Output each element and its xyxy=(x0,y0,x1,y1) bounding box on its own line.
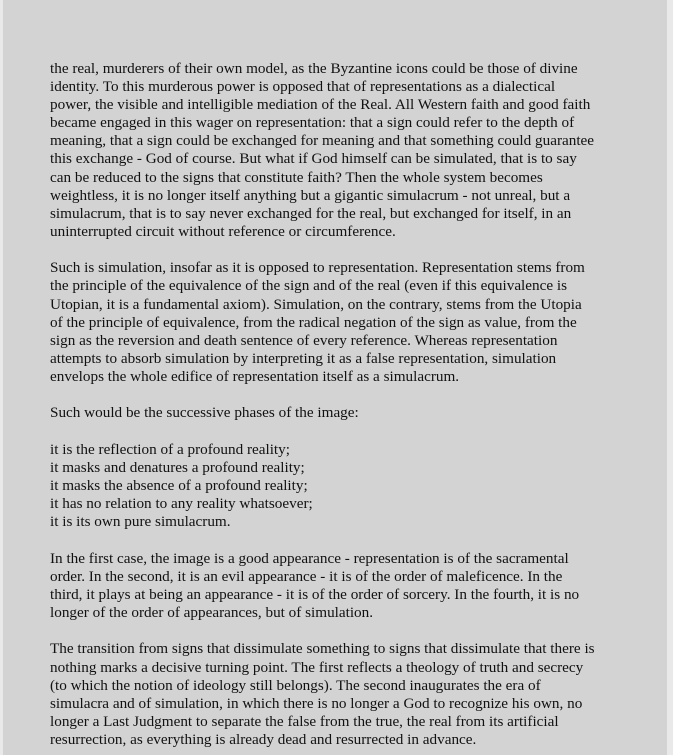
text-line: meaning, that a sign could be exchanged for meaning and that something could guarantee xyxy=(50,132,595,150)
text-line: simulacrum, that is to say never exchanged for the real, but exchanged for itself, in an xyxy=(50,204,572,222)
text-line: In the first case, the image is a good appearance - representation is of the sacramental xyxy=(50,549,569,567)
text-line: uninterrupted circuit without reference or circumference. xyxy=(50,222,396,240)
text-line: sign as the reversion and death sentence of every reference. Whereas representation xyxy=(50,331,558,349)
text-line: envelops the whole edifice of representation itself as a simulacrum. xyxy=(50,367,460,385)
text-line: became engaged in this wager on representation: that a sign could refer to the depth of xyxy=(50,114,575,132)
text-column xyxy=(50,60,630,755)
text-line: attempts to absorb simulation by interpreting it as a false representation, simulation xyxy=(50,349,557,367)
text-line: nothing marks a decisive turning point. The first reflects a theology of truth and secrecy xyxy=(50,658,584,676)
text-line: Such is simulation, insofar as it is opposed to representation. Representation stems from xyxy=(50,259,585,277)
phase-item: it is its own pure simulacrum. xyxy=(50,513,231,531)
paragraph-turning-point xyxy=(50,640,630,749)
phase-item: it is the reflection of a profound reality; xyxy=(50,440,290,458)
text-line: longer a Last Judgment to separate the false from the true, the real from its artificial xyxy=(50,712,559,730)
paragraph-simulation-vs-representation xyxy=(50,259,630,386)
paragraph-four-cases xyxy=(50,550,630,622)
text-line: third, it plays at being an appearance - it is of the order of sorcery. In the fourth, it is no xyxy=(50,585,580,603)
text-line: resurrection, as everything is already dead and resurrected in advance. xyxy=(50,730,477,748)
text-line: order. In the second, it is an evil appearance - it is of the order of maleficence. In the xyxy=(50,567,563,585)
text-line: Such would be the successive phases of the image: xyxy=(50,404,359,422)
paragraph-phases-intro xyxy=(50,404,630,422)
phase-item: it has no relation to any reality whatsoever; xyxy=(50,495,313,513)
text-line: of the principle of equivalence, from the radical negation of the sign as value, from the xyxy=(50,313,577,331)
text-line: Utopian, it is a fundamental axiom). Simulation, on the contrary, stems from the Utopia xyxy=(50,295,582,313)
text-line: (to which the notion of ideology still belongs). The second inaugurates the era of xyxy=(50,676,541,694)
text-line: can be reduced to the signs that constitute faith? Then the whole system becomes xyxy=(50,168,543,186)
phases-list xyxy=(50,441,630,531)
text-line: power, the visible and intelligible mediation of the Real. All Western faith and good faith xyxy=(50,96,591,114)
phase-item: it masks and denatures a profound reality; xyxy=(50,458,305,476)
text-line: The transition from signs that dissimulate something to signs that dissimulate that there is xyxy=(50,640,595,658)
text-line: weightless, it is no longer itself anything but a gigantic simulacrum - not unreal, but a xyxy=(50,186,571,204)
text-line: the real, murderers of their own model, as the Byzantine icons could be those of divine xyxy=(50,60,578,77)
text-line: simulacra and of simulation, in which there is no longer a God to recognize his own, no xyxy=(50,694,583,712)
text-line: the principle of the equivalence of the sign and of the real (even if this equivalence is xyxy=(50,277,568,295)
text-line: longer of the order of appearances, but of simulation. xyxy=(50,604,374,621)
paragraph-representation-wager xyxy=(50,60,630,241)
text-line: identity. To this murderous power is opposed that of representations as a dialectical xyxy=(50,78,556,96)
phase-item: it masks the absence of a profound reality; xyxy=(50,477,308,495)
text-line: this exchange - God of course. But what if God himself can be simulated, that is to say xyxy=(50,150,577,168)
